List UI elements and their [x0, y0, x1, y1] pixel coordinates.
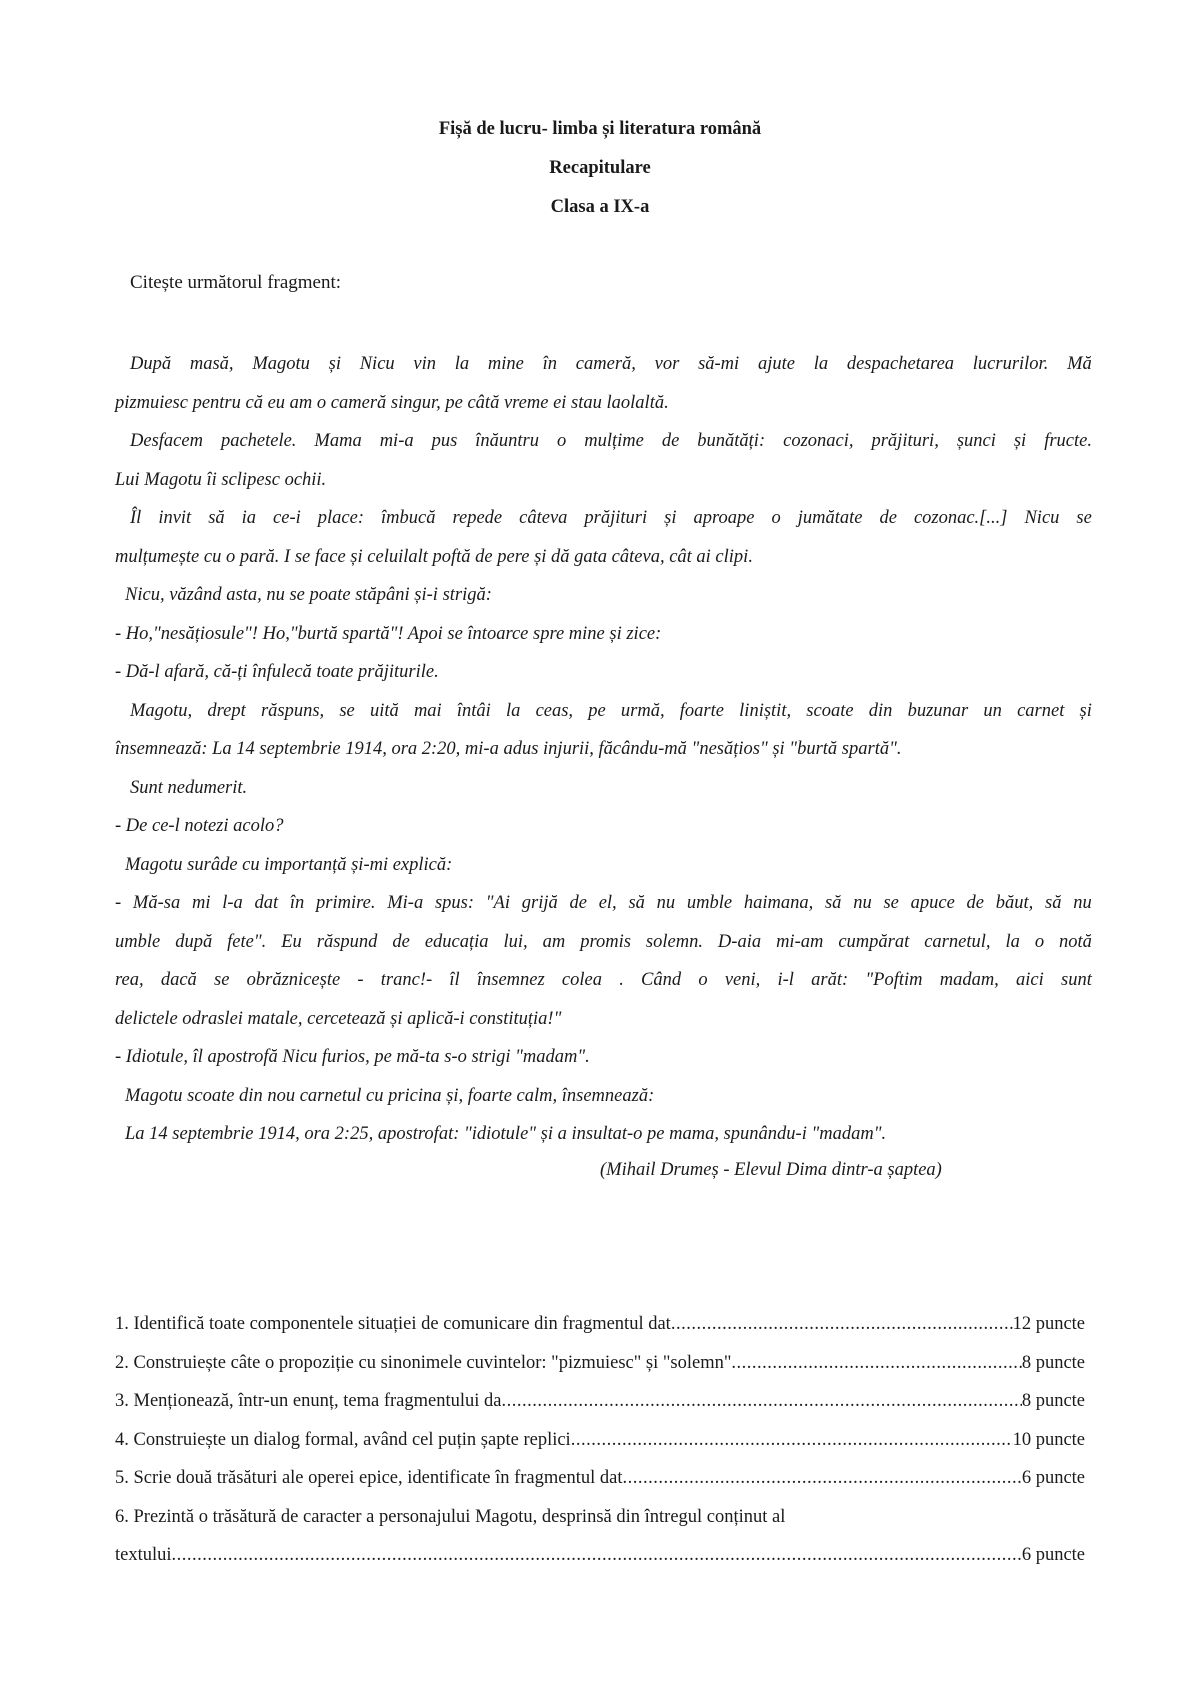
fragment-line: - Mă-sa mi l-a dat în primire. Mi-a spus: "Ai grijă de el, să nu umble haimana, să nu se apuce de băut, să nu	[115, 893, 1092, 913]
fragment-line: mulțumește cu o pară. I se face și celuilalt poftă de pere și dă gata câteva, cât ai clipi.	[115, 546, 753, 567]
fragment-line: - Dă-l afară, că-ți înfulecă toate prăjiturile.	[115, 662, 439, 682]
question-points: 6 puncte	[1021, 1468, 1085, 1488]
fragment-line: Nicu, văzând asta, nu se poate stăpâni și-i strigă:	[125, 585, 492, 605]
dot-leader	[671, 1305, 1013, 1344]
fragment-line: Îl invit să ia ce-i place: îmbucă repede câteva prăjituri și aproape o jumătate de cozonac.[...] Nicu se	[130, 508, 1092, 528]
fragment-line: Magotu, drept răspuns, se uită mai întâi la ceas, pe urmă, foarte liniștit, scoate din buzunar un carnet și	[130, 700, 1092, 721]
question-item-1	[115, 1305, 1085, 1344]
question-item-4	[115, 1421, 1085, 1460]
worksheet-subtitle: Recapitulare	[549, 158, 651, 178]
fragment-source: (Mihail Drumeș - Elevul Dima dintr-a șaptea)	[600, 1160, 942, 1180]
fragment-line: Magotu surâde cu importanță și-mi explică:	[125, 854, 453, 875]
fragment-line: - Ho,"nesățiosule"! Ho,"burtă spartă"! Apoi se întoarce spre mine și zice:	[115, 623, 662, 644]
fragment-line: umble după fete". Eu răspund de educația lui, am promis solemn. D-aia mi-am cumpărat carnetul, la o notă	[115, 931, 1092, 952]
fragment-line: rea, dacă se obrăznicește - tranc!- îl însemnez colea . Când o veni, i-l arăt: "Poftim madam, aici sunt	[115, 970, 1092, 990]
question-points: 12 puncte	[1012, 1314, 1085, 1334]
question-item-6-line-1	[115, 1498, 1085, 1537]
fragment-line: Magotu scoate din nou carnetul cu pricina și, foarte calm, însemnează:	[125, 1085, 655, 1106]
question-points: 10 puncte	[1012, 1429, 1085, 1450]
fragment-line: Desfacem pachetele. Mama mi-a pus înăuntru o mulțime de bunătăți: cozonaci, prăjituri, șunci și fructe.	[130, 431, 1092, 451]
worksheet-title: Fișă de lucru- limba și literatura română	[438, 119, 762, 139]
question-text: textului	[115, 1545, 172, 1565]
question-list	[115, 1305, 1085, 1575]
question-text: 6. Prezintă o trăsătură de caracter a personajului Magotu, desprinsă din întregul conținut al	[115, 1506, 786, 1527]
question-text: 5. Scrie două trăsături ale operei epice, identificate în fragmentul dat	[115, 1468, 623, 1488]
question-text: 4. Construiește un dialog formal, având cel puțin șapte replici	[115, 1429, 571, 1450]
dot-leader	[731, 1344, 1021, 1383]
dot-leader	[571, 1421, 1013, 1460]
dot-leader	[172, 1536, 1022, 1575]
fragment-line: delictele odraslei matale, cercetează și aplică-i constituția!"	[115, 1008, 562, 1029]
fragment-line: - Idiotule, îl apostrofă Nicu furios, pe mă-ta s-o strigi "madam".	[115, 1047, 590, 1067]
question-text: 3. Menționează, într-un enunț, tema fragmentului da	[115, 1391, 502, 1411]
question-item-5	[115, 1459, 1085, 1498]
question-item-3	[115, 1382, 1085, 1421]
question-text: 2. Construiește câte o propoziție cu sinonimele cuvintelor: "pizmuiesc" și "solemn"	[115, 1352, 732, 1373]
question-points: 8 puncte	[1021, 1391, 1085, 1411]
question-points: 6 puncte	[1021, 1545, 1085, 1565]
fragment-line: Sunt nedumerit.	[130, 777, 248, 798]
intro-instruction: Citește următorul fragment:	[130, 272, 342, 293]
class-level: Clasa a IX-a	[550, 197, 650, 217]
question-points: 8 puncte	[1021, 1352, 1085, 1373]
fragment-line: Lui Magotu îi sclipesc ochii.	[115, 469, 327, 490]
dot-leader	[501, 1382, 1021, 1421]
fragment-line: însemnează: La 14 septembrie 1914, ora 2:20, mi-a adus injurii, făcându-mă "nesățios" și "burtă spartă".	[115, 739, 902, 759]
fragment-line: pizmuiesc pentru că eu am o cameră singur, pe câtă vreme ei stau laolaltă.	[115, 392, 669, 413]
literary-fragment	[115, 345, 1092, 1154]
dot-leader	[623, 1459, 1022, 1498]
fragment-line: La 14 septembrie 1914, ora 2:25, apostrofat: "idiotule" și a insultat-o pe mama, spunându-i "madam".	[125, 1124, 887, 1144]
worksheet-header	[0, 110, 1200, 227]
question-item-6-line-2	[115, 1536, 1085, 1575]
fragment-line: - De ce-l notezi acolo?	[115, 816, 284, 836]
question-item-2	[115, 1344, 1085, 1383]
fragment-line: După masă, Magotu și Nicu vin la mine în cameră, vor să-mi ajute la despachetarea lucrurilor. Mă	[130, 354, 1092, 374]
question-text: 1. Identifică toate componentele situației de comunicare din fragmentul dat	[115, 1314, 671, 1334]
